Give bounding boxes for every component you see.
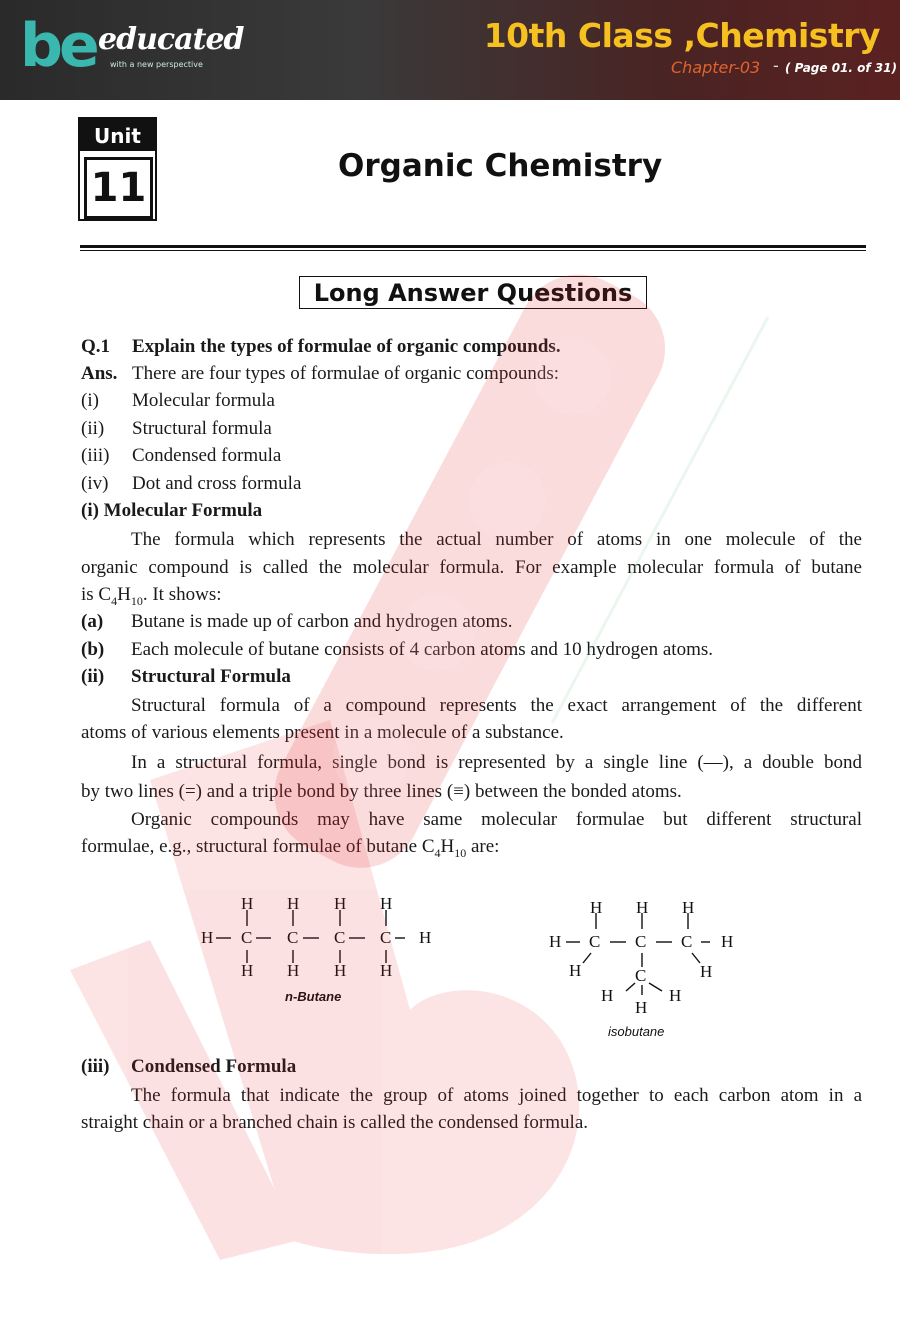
watermark-tagline-stroke: [552, 317, 768, 723]
atom-h: H: [700, 962, 713, 981]
paragraph-line: In a structural formula, single bond is represented by a single line (—), a double bond: [131, 752, 862, 773]
atom-c: C: [287, 928, 299, 947]
list-item: Structural formula: [132, 418, 272, 439]
header-separator: -: [773, 56, 779, 75]
paragraph-line: atoms of various elements present in a molecule of a substance.: [81, 722, 564, 743]
paragraph-line: Structural formula of a compound represents the exact arrangement of the different: [131, 695, 862, 716]
atom-h: H: [636, 898, 649, 917]
atom-h: H: [201, 928, 214, 947]
atom-h: H: [287, 894, 300, 913]
atom-c: C: [334, 928, 346, 947]
text-part: is C: [81, 584, 112, 605]
text-part: formulae, e.g., structural formulae of butane C: [81, 836, 435, 857]
answer-text: There are four types of formulae of organic compounds:: [132, 363, 559, 384]
subheading-molecular-formula: (i) Molecular Formula: [81, 500, 263, 521]
atom-c: C: [589, 932, 601, 951]
paragraph-line: The formula which represents the actual number of atoms in one molecule of the: [131, 529, 862, 550]
logo-tagline: with a new perspective: [110, 60, 203, 69]
atom-c: C: [241, 928, 253, 947]
atom-h: H: [669, 986, 682, 1005]
atom-h: H: [380, 894, 393, 913]
subscript: 4: [111, 593, 118, 608]
text-part: . It shows:: [142, 584, 222, 605]
unit-label: Unit: [80, 119, 155, 151]
atom-h: H: [601, 986, 614, 1005]
list-item-num: (ii): [81, 418, 105, 439]
section-title: Long Answer Questions: [299, 276, 647, 309]
atom-h: H: [380, 961, 393, 980]
logo-be-mark: be: [20, 11, 96, 81]
text-part: are:: [466, 836, 500, 857]
list-item: Condensed formula: [132, 445, 282, 466]
list-item: Dot and cross formula: [132, 473, 302, 494]
list-item-num: (iv): [81, 473, 109, 494]
atom-c: C: [635, 966, 647, 985]
subscript: 10: [130, 593, 143, 608]
list-item-num: (i): [81, 390, 99, 411]
point-label: (a): [81, 611, 104, 632]
atom-c: C: [635, 932, 647, 951]
atom-h: H: [635, 998, 648, 1017]
paragraph-line: organic compound is called the molecular formula. For example molecular formula of butane: [81, 557, 862, 578]
page-indicator: ( Page 01. of 31): [785, 61, 897, 75]
subscript: 4: [434, 845, 441, 860]
point-text: Butane is made up of carbon and hydrogen atoms.: [131, 611, 513, 632]
page-title: Organic Chemistry: [338, 148, 663, 184]
unit-box: [78, 117, 157, 221]
header-bar: [0, 0, 900, 100]
atom-h: H: [334, 961, 347, 980]
atom-h: H: [569, 961, 582, 980]
list-item: Molecular formula: [132, 390, 275, 411]
class-subject-title: 10th Class ,Chemistry: [483, 16, 880, 55]
question-text: Explain the types of formulae of organic compounds.: [132, 336, 561, 357]
atom-c: C: [380, 928, 392, 947]
subscript: 10: [454, 845, 467, 860]
n-butane-caption: n-Butane: [285, 989, 342, 1004]
divider-thick: [80, 245, 866, 248]
atom-h: H: [682, 898, 695, 917]
atom-h: H: [419, 928, 432, 947]
atom-h: H: [721, 932, 734, 951]
text-part: H: [440, 836, 455, 857]
logo-wordmark: educated: [98, 22, 244, 57]
atom-h: H: [287, 961, 300, 980]
paragraph-line: by two lines (=) and a triple bond by three lines (≡) between the bonded atoms.: [81, 781, 682, 802]
point-text: Each molecule of butane consists of 4 carbon atoms and 10 hydrogen atoms.: [131, 639, 713, 660]
text-part: H: [117, 584, 131, 605]
paragraph-line-formula: [81, 836, 499, 864]
divider-thin: [80, 250, 866, 251]
list-item-num: (iii): [81, 445, 110, 466]
beeducated-logo[interactable]: [12, 10, 244, 96]
answer-label: Ans.: [81, 363, 118, 384]
subheading-num: (iii): [81, 1056, 110, 1077]
point-label: (b): [81, 639, 105, 660]
subheading-structural-formula: Structural Formula: [131, 666, 291, 687]
atom-c: C: [681, 932, 693, 951]
atom-h: H: [549, 932, 562, 951]
question-number: Q.1: [81, 336, 111, 357]
paragraph-line: Organic compounds may have same molecular formulae but different structural: [131, 809, 862, 830]
subheading-num: (ii): [81, 666, 105, 687]
isobutane-caption: isobutane: [608, 1024, 665, 1039]
paragraph-line-formula: [81, 584, 222, 612]
atom-h: H: [590, 898, 603, 917]
atom-h: H: [241, 961, 254, 980]
paragraph-line: straight chain or a branched chain is called the condensed formula.: [81, 1112, 588, 1133]
atom-h: H: [241, 894, 254, 913]
subheading-condensed-formula: Condensed Formula: [131, 1056, 297, 1077]
chapter-label: Chapter-03: [671, 58, 761, 77]
unit-number: 11: [84, 157, 153, 219]
atom-h: H: [334, 894, 347, 913]
paragraph-line: The formula that indicate the group of atoms joined together to each carbon atom in a: [131, 1085, 862, 1106]
